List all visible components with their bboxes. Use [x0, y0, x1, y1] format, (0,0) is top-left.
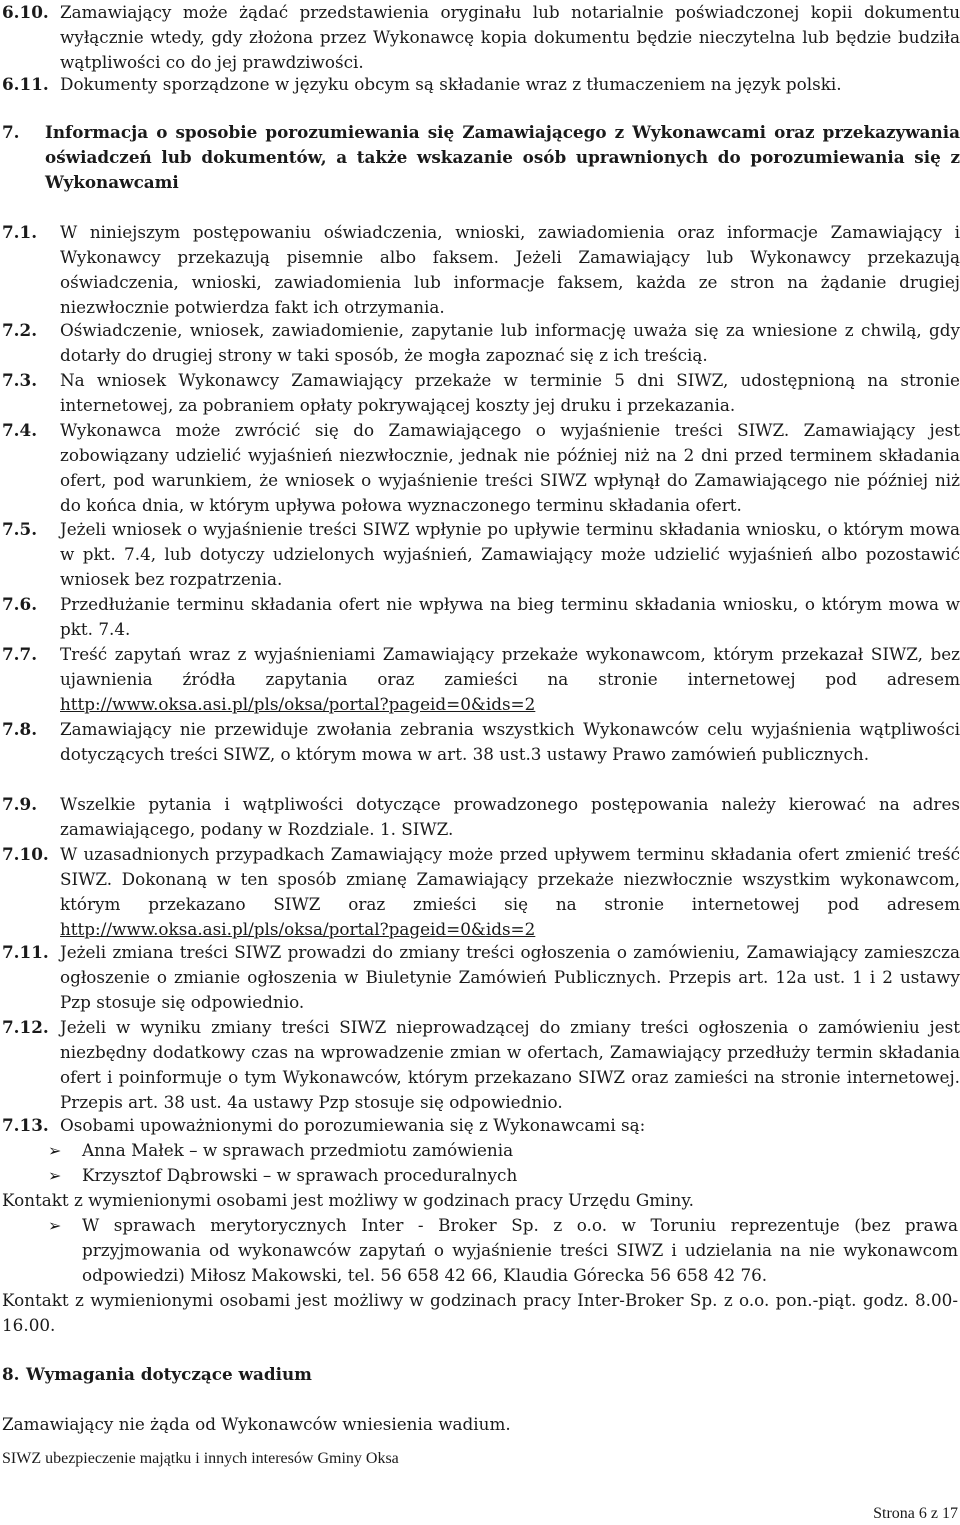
- section-7-12: [0, 1015, 960, 1115]
- section-number: 7.8.: [2, 719, 38, 739]
- section-8-heading: [0, 1362, 960, 1387]
- section-number: 7.11.: [2, 942, 49, 962]
- section-7-10: [0, 842, 960, 942]
- section-text: Zamawiający nie przewiduje zwołania zebrania wszystkich Wykonawców celu wyjaśnienia wątpliwości dotyczących treści SIWZ, o którym mowa w art. 38 ust.3 ustawy Prawo zamówień publicznych.: [60, 719, 960, 764]
- section-text: Wykonawca może zwrócić się do Zamawiającego o wyjaśnienie treści SIWZ. Zamawiający jest zobowiązany udzielić wyjaśnień niezwłocznie, jednak nie później niż na 2 dni przed terminem składania ofert, pod warunkiem, że wniosek o wyjaśnienie treści SIWZ wpłynął do Zamawiającego nie później niż do końca dnia, w którym upływa połowa wyznaczonego terminu składania ofert.: [60, 420, 960, 515]
- section-text-body: Treść zapytań wraz z wyjaśnieniami Zamawiający przekaże wykonawcom, którym przekazał SIWZ, bez ujawnienia źródła zapytania oraz zamieści na stronie internetowej pod adresem: [60, 644, 960, 689]
- arrow-bullet-icon: ➢: [48, 1141, 62, 1160]
- portal-link[interactable]: http://www.oksa.asi.pl/pls/oksa/portal?pageid=0&ids=2: [60, 694, 536, 714]
- section-6-10: [0, 0, 960, 75]
- section-number: 7.5.: [2, 519, 38, 539]
- section-number: 7.13.: [2, 1115, 49, 1135]
- section-7-4: [0, 418, 960, 518]
- portal-link[interactable]: http://www.oksa.asi.pl/pls/oksa/portal?pageid=0&ids=2: [60, 919, 536, 939]
- section-text: W niniejszym postępowaniu oświadczenia, wnioski, zawiadomienia oraz informacje Zamawiający i Wykonawcy przekazują pisemnie albo faksem. Jeżeli Zamawiający lub Wykonawcy przekazują oświadczenia, wnioski, zawiadomienia lub informacje faksem, każda ze stron na żądanie drugiej niezwłocznie potwierdza fakt ich otrzymania.: [60, 222, 960, 317]
- section-7-1: [0, 220, 960, 320]
- person-list-item: [48, 1163, 948, 1188]
- arrow-bullet-icon: ➢: [48, 1216, 62, 1235]
- section-text-body: W uzasadnionych przypadkach Zamawiający może przed upływem terminu składania ofert zmienić treść SIWZ. Dokonaną w ten sposób zmianę Zamawiający przekaże niezwłocznie wszystkim wykonawcom, którym przekazano SIWZ oraz zmieści się na stronie internetowej pod adresem: [60, 844, 960, 914]
- contact-office-text: Kontakt z wymienionymi osobami jest możliwy w godzinach pracy Urzędu Gminy.: [2, 1190, 694, 1210]
- section-number: 6.10.: [2, 2, 49, 22]
- section-text: [60, 842, 960, 942]
- section-number: 7.: [2, 122, 20, 142]
- section-7-2: [0, 318, 960, 368]
- person-text: Anna Małek – w sprawach przedmiotu zamówienia: [82, 1140, 514, 1160]
- section-text: Jeżeli w wyniku zmiany treści SIWZ nieprowadzącej do zmiany treści ogłoszenia o zamówieniu jest niezbędny dodatkowy czas na wprowadzenie zmian w ofertach, Zamawiający przedłuży termin składania ofert i poinformuje o tym Wykonawców, którym przekazano SIWZ oraz zamieści na stronie internetowej. Przepis art. 38 ust. 4a ustawy Pzp stosuje się odpowiednio.: [60, 1017, 960, 1112]
- section-number: 7.10.: [2, 844, 49, 864]
- section-number: 7.9.: [2, 794, 38, 814]
- contact-broker-text: Kontakt z wymienionymi osobami jest możliwy w godzinach pracy Inter-Broker Sp. z o.o. pon.-piąt. godz. 8.00-16.00.: [2, 1290, 958, 1335]
- section-number: 7.1.: [2, 222, 38, 242]
- section-number: 6.11.: [2, 74, 49, 94]
- section-7-5: [0, 517, 960, 592]
- section-7-9: [0, 792, 960, 842]
- section-text: Zamawiający może żądać przedstawienia oryginału lub notarialnie poświadczonej kopii dokumentu wyłącznie wtedy, gdy złożona przez Wykonawcę kopia dokumentu będzie nieczytelna lub będzie budziła wątpliwości co do jej prawdziwości.: [60, 2, 960, 72]
- section-text: Przedłużanie terminu składania ofert nie wpływa na bieg terminu składania wniosku, o którym mowa w pkt. 7.4.: [60, 594, 960, 639]
- section-text: Wszelkie pytania i wątpliwości dotyczące prowadzonego postępowania należy kierować na adres zamawiającego, podany w Rozdziale. 1. SIWZ.: [60, 794, 960, 839]
- section-7-3: [0, 368, 960, 418]
- section-text: Jeżeli wniosek o wyjaśnienie treści SIWZ wpłynie po upływie terminu składania wniosku, o którym mowa w pkt. 7.4, lub dotyczy udzielonych wyjaśnień, Zamawiający może udzielić wyjaśnień albo pozostawić wniosek bez rozpatrzenia.: [60, 519, 960, 589]
- section-number: 7.3.: [2, 370, 38, 390]
- section-7-13: [0, 1113, 960, 1138]
- section-text: Dokumenty sporządzone w języku obcym są składanie wraz z tłumaczeniem na język polski.: [60, 74, 842, 94]
- section-7-6: [0, 592, 960, 642]
- section-7-7: [0, 642, 960, 717]
- page-number: Strona 6 z 17: [873, 1505, 958, 1522]
- section-7-8: [0, 717, 960, 767]
- section-heading-text: Wymagania dotyczące wadium: [26, 1364, 312, 1384]
- section-number: 7.6.: [2, 594, 38, 614]
- section-number: 7.4.: [2, 420, 38, 440]
- section-number: 7.12.: [2, 1017, 49, 1037]
- person-text: Krzysztof Dąbrowski – w sprawach proceduralnych: [82, 1165, 518, 1185]
- section-heading-text: Informacja o sposobie porozumiewania się Zamawiającego z Wykonawcami oraz przekazywania oświadczeń lub dokumentów, a także wskazanie osób uprawnionych do porozumiewania się z Wykonawcami: [45, 122, 960, 192]
- wadium-text: Zamawiający nie żąda od Wykonawców wniesienia wadium.: [2, 1414, 511, 1434]
- section-7-heading: [0, 120, 960, 195]
- footer-title: SIWZ ubezpieczenie majątku i innych interesów Gminy Oksa: [2, 1450, 399, 1467]
- section-text: [60, 642, 960, 717]
- section-number: 8.: [2, 1364, 20, 1384]
- broker-text: W sprawach merytorycznych Inter - Broker Sp. z o.o. w Toruniu reprezentuje (bez prawa przyjmowania od wykonawców zapytań o wyjaśnienie treści SIWZ i udzielania na nie wykonawcom odpowiedzi) Miłosz Makowski, tel. 56 658 42 66, Klaudia Górecka 56 658 42 76.: [82, 1215, 958, 1285]
- section-text: Osobami upoważnionymi do porozumiewania się z Wykonawcami są:: [60, 1115, 646, 1135]
- section-text: Na wniosek Wykonawcy Zamawiający przekaże w terminie 5 dni SIWZ, udostępnioną na stronie internetowej, za pobraniem opłaty pokrywającej koszty jej druku i przekazania.: [60, 370, 960, 415]
- arrow-bullet-icon: ➢: [48, 1166, 62, 1185]
- section-number: 7.2.: [2, 320, 38, 340]
- section-6-11: [0, 72, 960, 97]
- section-number: 7.7.: [2, 644, 38, 664]
- section-text: Jeżeli zmiana treści SIWZ prowadzi do zmiany treści ogłoszenia o zamówieniu, Zamawiający zamieszcza ogłoszenie o zmianie ogłoszenia w Biuletynie Zamówień Publicznych. Przepis art. 12a ust. 1 i 2 ustawy Pzp stosuje się odpowiednio.: [60, 942, 960, 1012]
- section-text: Oświadczenie, wniosek, zawiadomienie, zapytanie lub informację uważa się za wniesione z chwilą, gdy dotarły do drugiej strony w taki sposób, że mogła zapoznać się z ich treścią.: [60, 320, 960, 365]
- section-7-11: [0, 940, 960, 1015]
- broker-list-item: [48, 1213, 958, 1288]
- person-list-item: [48, 1138, 948, 1163]
